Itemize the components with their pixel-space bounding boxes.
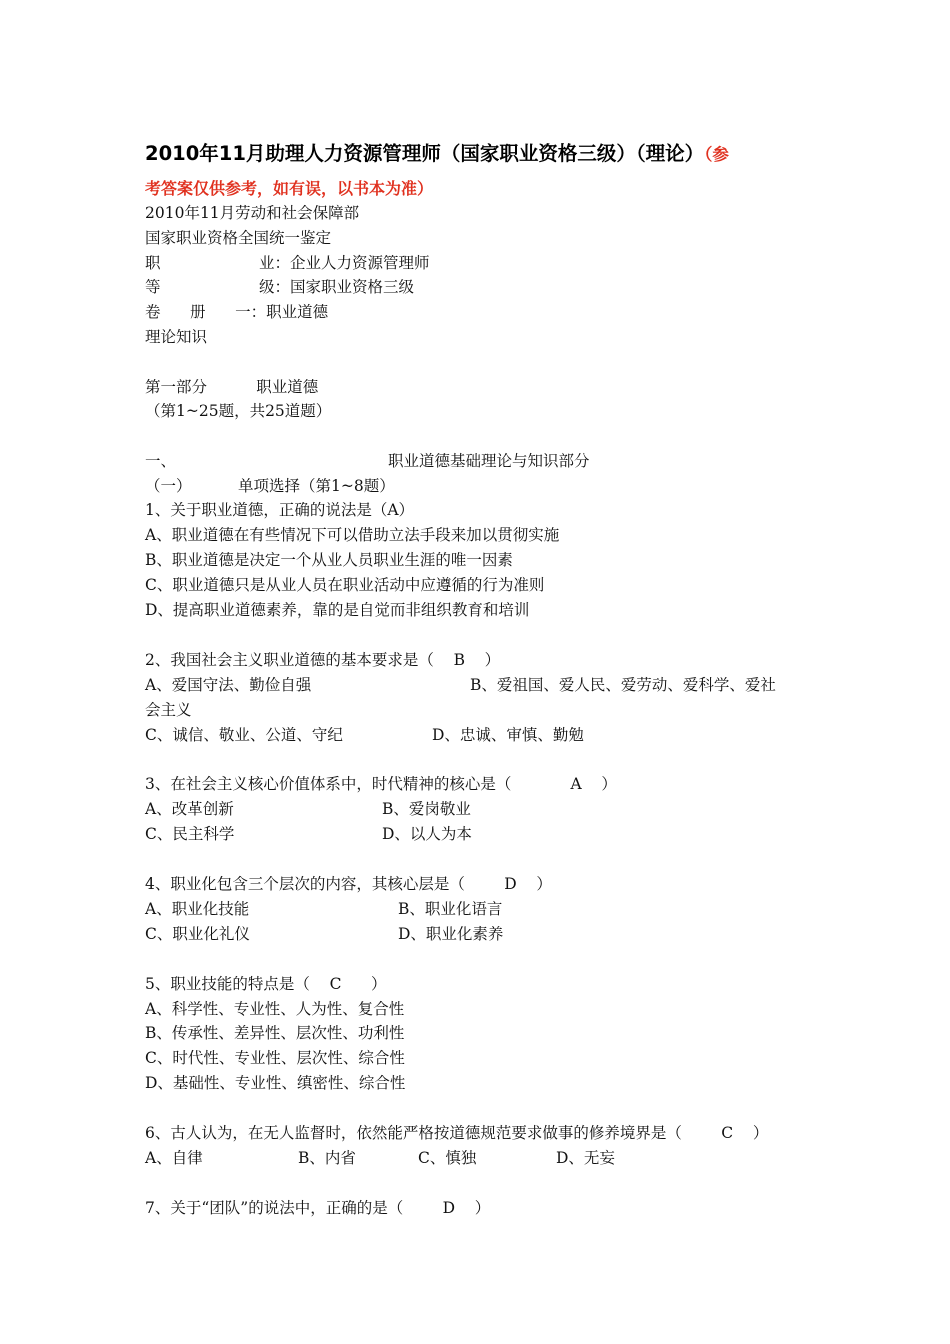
option: C、诚信、敬业、公道、守纪 [145,726,343,744]
option: B、职业化语言 [398,900,503,918]
option: D、职业化素养 [398,925,504,943]
subsection-title: 单项选择（第1~8题） [238,477,395,495]
question-text: 4、职业化包含三个层次的内容，其核心层是（ D ） [145,875,552,893]
option: C、职业道德只是从业人员在职业活动中应遵循的行为准则 [145,576,545,594]
title-note-start: （参 [704,145,729,164]
title-note-continued: 考答案仅供参考，如有误，以书本为准） [145,179,434,198]
question-text: 2、我国社会主义职业道德的基本要求是（ B ） [145,651,501,669]
option: B、内省 [298,1149,356,1167]
header-line: 职 业：企业人力资源管理师 [145,254,430,272]
subsection-number: （一） [145,477,192,495]
option: D、以人为本 [382,825,472,843]
option: D、忠诚、审慎、勤勉 [432,726,584,744]
option: C、时代性、专业性、层次性、综合性 [145,1049,405,1067]
title-main: 2010年11月助理人力资源管理师（国家职业资格三级）（理论） [145,142,705,165]
option: D、无妄 [556,1149,615,1167]
option: A、职业化技能 [145,900,250,918]
option: A、爱国守法、勤俭自强 [145,676,312,694]
part-range: （第1~25题，共25道题） [145,402,332,420]
question-text: 7、关于“团队”的说法中，正确的是（ D ） [145,1199,491,1217]
section-number: 一、 [145,452,177,470]
option: C、职业化礼仪 [145,925,250,943]
option: A、改革创新 [145,800,234,818]
header-line: 国家职业资格全国统一鉴定 [145,229,332,247]
option: B、爱祖国、爱人民、爱劳动、爱科学、爱社 [470,676,776,694]
question-text: 6、古人认为，在无人监督时，依然能严格按道德规范要求做事的修养境界是（ C ） [145,1124,769,1142]
question-text: 3、在社会主义核心价值体系中，时代精神的核心是（ A ） [145,775,617,793]
document-title [145,138,729,166]
header-line: 2010年11月劳动和社会保障部 [145,204,360,222]
option: A、自律 [145,1149,203,1167]
header-line: 等 级：国家职业资格三级 [145,278,415,296]
option: D、提高职业道德素养，靠的是自觉而非组织教育和培训 [145,601,530,619]
header-line: 卷 册 一：职业道德 [145,303,329,321]
question-text: 5、职业技能的特点是（ C ） [145,975,387,993]
header-line: 理论知识 [145,328,208,346]
option: D、基础性、专业性、缜密性、综合性 [145,1074,406,1092]
option: A、职业道德在有些情况下可以借助立法手段来加以贯彻实施 [145,526,560,544]
option: B、传承性、差异性、层次性、功利性 [145,1024,405,1042]
option: B、职业道德是决定一个从业人员职业生涯的唯一因素 [145,551,513,569]
section-title: 职业道德基础理论与知识部分 [388,452,590,470]
option: A、科学性、专业性、人为性、复合性 [145,1000,405,1018]
option: B、爱岗敬业 [382,800,471,818]
question-text: 1、关于职业道德，正确的说法是（A） [145,501,415,519]
option: C、慎独 [418,1149,477,1167]
part-heading: 第一部分 职业道德 [145,378,319,396]
option: C、民主科学 [145,825,235,843]
option-continued: 会主义 [145,701,192,719]
